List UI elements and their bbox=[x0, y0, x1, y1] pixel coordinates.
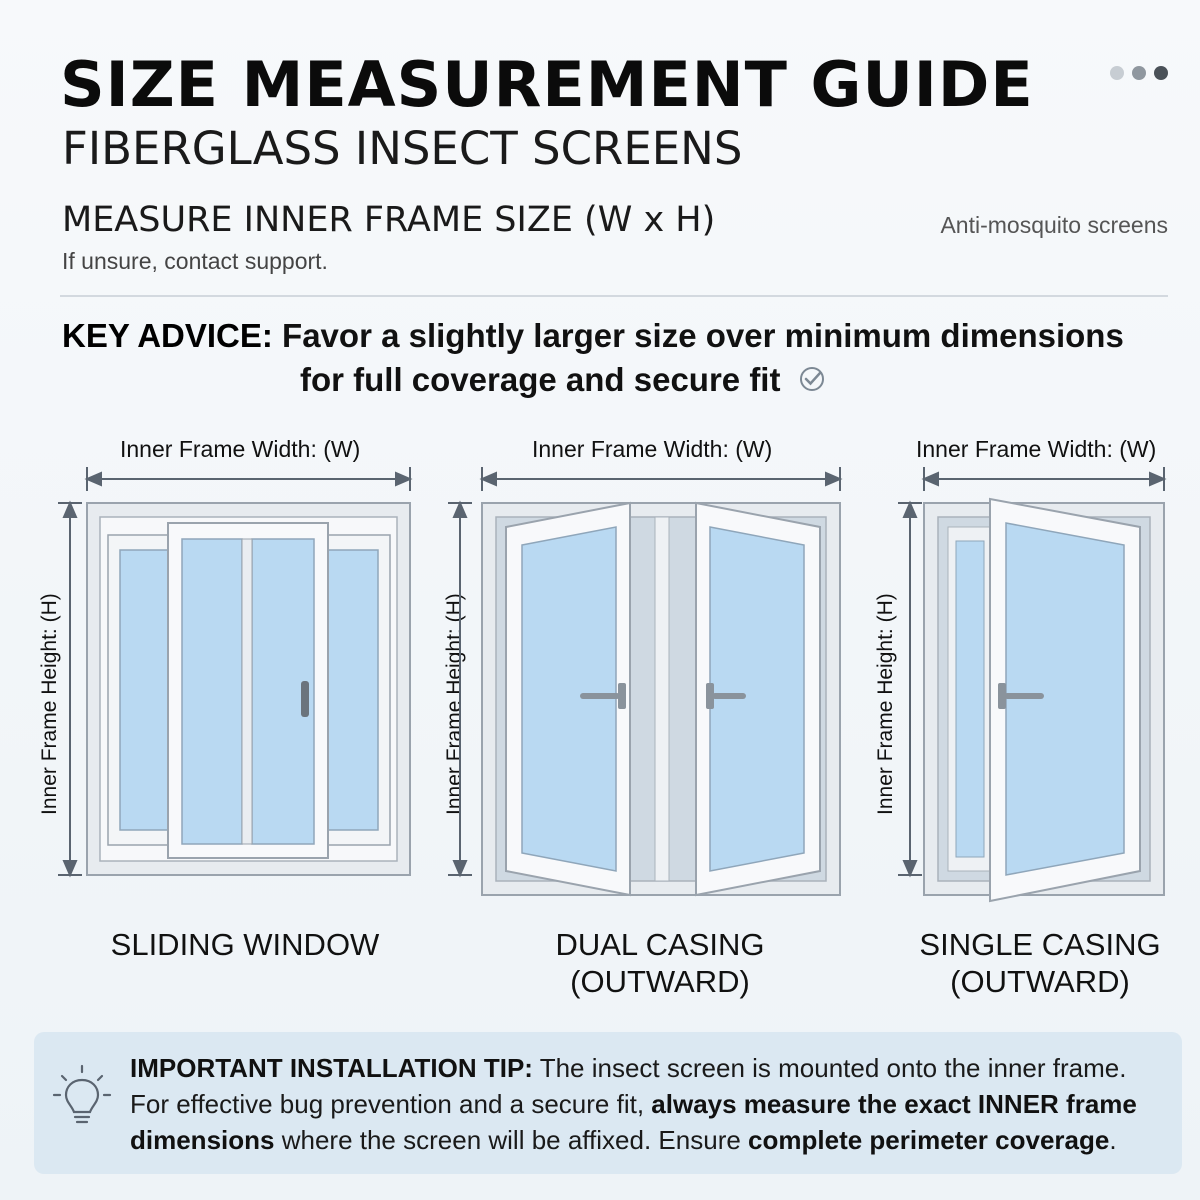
width-arrow bbox=[87, 467, 410, 491]
advice-line-1: Favor a slightly larger size over minimum dimensions bbox=[282, 317, 1124, 354]
handle-icon bbox=[301, 681, 309, 717]
dual-casing-name: DUAL CASING bbox=[555, 927, 765, 962]
product-tag: Anti-mosquito screens bbox=[940, 212, 1168, 238]
height-arrow bbox=[58, 503, 82, 875]
width-label-sliding: Inner Frame Width: (W) bbox=[120, 436, 361, 462]
page-subtitle: FIBERGLASS INSECT SCREENS bbox=[62, 122, 743, 175]
height-label-dual: Inner Frame Height: (H) bbox=[443, 593, 466, 815]
measure-heading: MEASURE INNER FRAME SIZE (W x H) bbox=[62, 200, 716, 240]
width-arrow bbox=[482, 467, 840, 491]
lightbulb-icon bbox=[52, 1062, 112, 1137]
tip-text-3: . bbox=[1109, 1125, 1117, 1155]
key-advice bbox=[62, 314, 1124, 398]
dual-casing-name-line2: (OUTWARD) bbox=[570, 964, 750, 999]
height-label-single: Inner Frame Height: (H) bbox=[874, 593, 897, 815]
single-casing-name-line2: (OUTWARD) bbox=[950, 964, 1130, 999]
sliding-window-name: SLIDING WINDOW bbox=[110, 927, 380, 962]
width-arrow bbox=[924, 467, 1164, 491]
check-circle-icon bbox=[798, 360, 826, 404]
support-hint: If unsure, contact support. bbox=[62, 248, 328, 274]
dot-1 bbox=[1110, 66, 1124, 80]
more-options-icon[interactable] bbox=[1110, 66, 1168, 80]
advice-line-2-row bbox=[300, 358, 826, 404]
single-casing-name: SINGLE CASING bbox=[919, 927, 1161, 962]
single-casing-diagram bbox=[890, 455, 1180, 905]
dot-3 bbox=[1154, 66, 1168, 80]
advice-label: KEY ADVICE: bbox=[62, 317, 273, 354]
installation-tip-text bbox=[130, 1050, 1170, 1158]
dual-casing-label bbox=[480, 926, 840, 1000]
height-arrow bbox=[448, 503, 472, 875]
page-title: SIZE MEASUREMENT GUIDE bbox=[60, 48, 1034, 121]
height-arrow bbox=[898, 503, 922, 875]
tip-bold-2: complete perimeter coverage bbox=[748, 1125, 1110, 1155]
width-label-dual: Inner Frame Width: (W) bbox=[532, 436, 773, 462]
divider bbox=[60, 295, 1168, 297]
single-casing-label bbox=[880, 926, 1200, 1000]
tip-text-2: where the screen will be affixed. Ensure bbox=[274, 1125, 749, 1155]
dot-2 bbox=[1132, 66, 1146, 80]
width-label-single: Inner Frame Width: (W) bbox=[916, 436, 1157, 462]
tip-bold-1: always measure the exact INNER frame dimensions bbox=[130, 1089, 1137, 1155]
tip-label: IMPORTANT INSTALLATION TIP: bbox=[130, 1053, 533, 1083]
tip-text-1: The insect screen is mounted onto the inner frame. For effective bug prevention and a secure fit, bbox=[130, 1053, 1127, 1119]
advice-line-2: for full coverage and secure fit bbox=[300, 361, 781, 398]
sliding-window-label bbox=[60, 926, 430, 963]
height-label-sliding: Inner Frame Height: (H) bbox=[38, 593, 61, 815]
dual-casing-diagram bbox=[440, 455, 860, 905]
sliding-window-diagram bbox=[30, 455, 430, 905]
